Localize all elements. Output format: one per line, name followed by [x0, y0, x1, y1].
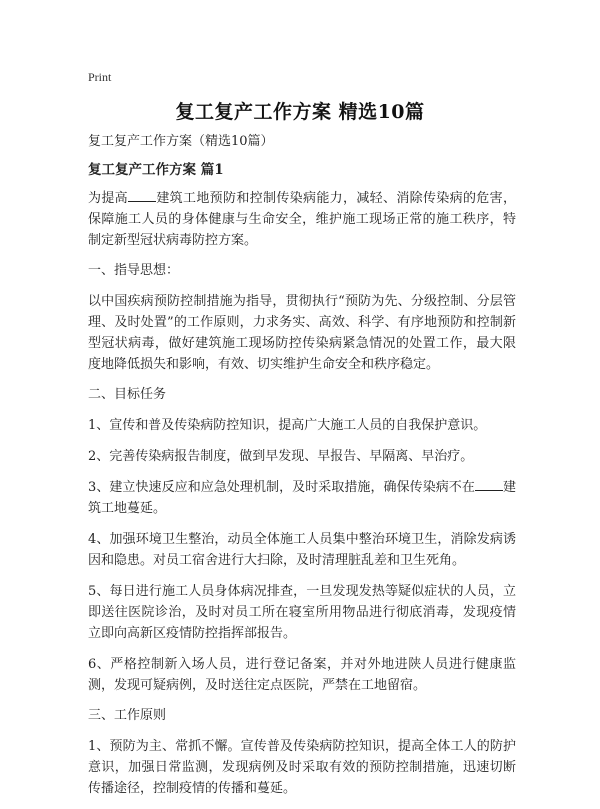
task-item: 5、每日进行施工人员身体病况排查，一旦发现发热等疑似症状的人员，立即送往医院诊治，及时对员工所在寝室所用物品进行彻底消毒，发现疫情立即向高新区疫情防控指挥部报告。: [88, 584, 516, 641]
heading-target-tasks: 二、目标任务: [88, 387, 167, 402]
print-label: Print: [88, 70, 112, 84]
task-item: 1、宣传和普及传染病防控知识，提高广大施工人员的自我保护意识。: [88, 418, 487, 433]
task-item: [88, 477, 516, 519]
page-title: 复工复产工作方案 精选10篇: [175, 101, 425, 123]
task-item: 6、严格控制新入场人员，进行登记备案，并对外地进陕人员进行健康监测，发现可疑病例，及时送往定点医院，严禁在工地留宿。: [88, 657, 516, 693]
intro-text-end: 建筑工地预防和控制传染病能力，减轻、消除传染病的危害，保障施工人员的身体健康与生命安全，维护施工现场正常的施工秩序，特制定新型冠状病毒防控方案。: [88, 191, 516, 248]
heading-guiding-ideology: 一、指导思想：: [88, 263, 180, 278]
fill-in-blank: [128, 188, 156, 202]
heading-work-principles: 三、工作原则: [88, 708, 167, 723]
intro-text-start: 为提高: [88, 191, 128, 206]
fill-in-blank: [475, 477, 503, 491]
task-3-text-end: 建筑工地蔓延。: [88, 480, 516, 516]
section-title: 复工复产工作方案 篇1: [88, 162, 224, 178]
guiding-paragraph: 以中国疾病预防控制措施为指导，贯彻执行“预防为先、分级控制、分层管理、及时处置”的工作原则，力求务实、高效、科学、有序地预防和控制新型冠状病毒，做好建筑施工现场防控传染病紧急情况的处置工作，最大限度地降低损失和影响，有效、切实维护生命安全和秩序稳定。: [88, 294, 516, 372]
task-item: 4、加强环境卫生整治，动员全体施工人员集中整治环境卫生，消除发病诱因和隐患。对员工宿舍进行大扫除，及时清理脏乱差和卫生死角。: [88, 532, 516, 568]
intro-paragraph: [88, 188, 516, 251]
document-subtitle: 复工复产工作方案（精选10篇）: [88, 134, 274, 149]
document-body: [88, 132, 516, 809]
principle-item: 1、预防为主、常抓不懈。宣传普及传染病防控知识，提高全体工人的防护意识，加强日常监测，发现病例及时采取有效的预防控制措施，迅速切断传播途径，控制疫情的传播和蔓延。: [88, 739, 516, 796]
task-item: 2、完善传染病报告制度，做到早发现、早报告、早隔离、早治疗。: [88, 449, 474, 464]
task-3-text-start: 3、建立快速反应和应急处理机制，及时采取措施，确保传染病不在: [88, 480, 475, 495]
